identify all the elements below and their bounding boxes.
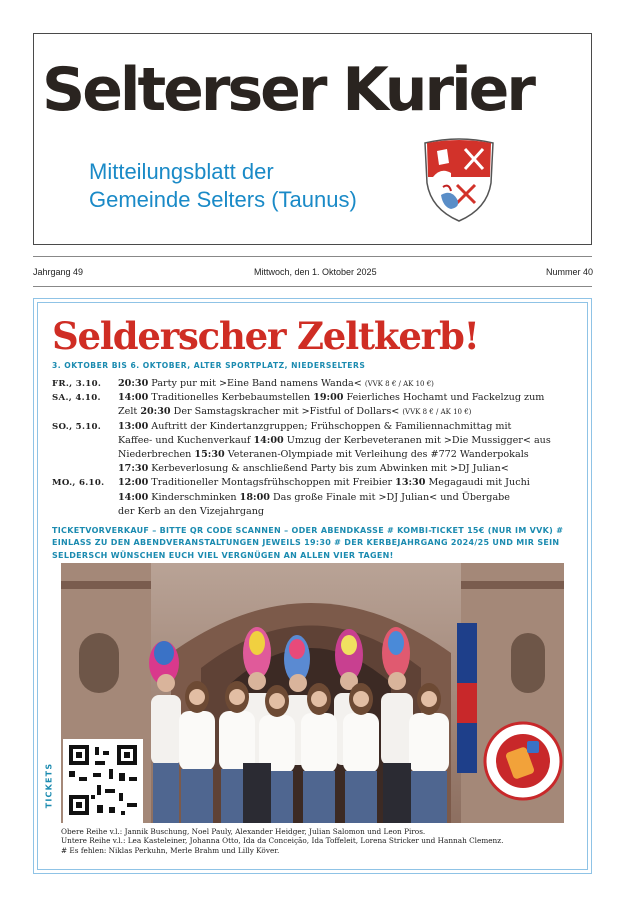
issue-number: Nummer 40 xyxy=(546,267,594,277)
schedule-text: Niederbrechen xyxy=(118,449,195,461)
group-photo xyxy=(61,563,564,823)
subtitle-line-1: Mitteilungsblatt der xyxy=(89,159,274,184)
event-schedule xyxy=(52,377,582,519)
schedule-text: Der Samstagskracher mit >Fistful of Dollars< xyxy=(170,406,403,418)
coat-of-arms-icon xyxy=(421,137,497,223)
schedule-text: Kinderschminken xyxy=(148,491,240,503)
tickets-label xyxy=(42,747,56,827)
schedule-day-3 xyxy=(52,420,582,477)
divider-top xyxy=(33,256,592,257)
schedule-line xyxy=(118,505,582,519)
caption-line-2: Untere Reihe v.l.: Lea Kasteleiner, Johanna Otto, Ida da Conceição, Ida Toffeleit, Lorena Stricker und Hannah Clemenz. xyxy=(61,836,504,846)
announcement-dateline: 3. OKTOBER BIS 6. OKTOBER, ALTER SPORTPLATZ, NIEDERSELTERS xyxy=(52,361,366,370)
newspaper-title: Selterser Kurier xyxy=(42,55,533,125)
schedule-time: 12:00 xyxy=(118,477,149,489)
schedule-line xyxy=(118,420,582,434)
schedule-line xyxy=(118,391,582,405)
schedule-time: 14:00 xyxy=(118,392,149,404)
schedule-line xyxy=(118,462,582,476)
schedule-text: der Kerb an den Vizejahrgang xyxy=(118,505,265,517)
schedule-day-label: MO., 6.10. xyxy=(52,478,105,489)
schedule-day-4 xyxy=(52,476,582,519)
schedule-line xyxy=(118,405,582,419)
schedule-time: 13:00 xyxy=(118,420,149,432)
schedule-day-label: FR., 3.10. xyxy=(52,379,102,389)
caption-line-1: Obere Reihe v.l.: Jannik Buschung, Noel Pauly, Alexander Heidger, Julian Salomon und Leon Piros. xyxy=(61,827,426,836)
schedule-time: 13:30 xyxy=(395,477,426,489)
announcement-box xyxy=(33,298,592,874)
issue-date: Mittwoch, den 1. Oktober 2025 xyxy=(254,267,377,277)
schedule-time: 17:30 xyxy=(118,463,149,475)
schedule-text: Das große Finale mit >DJ Julian< und Übergabe xyxy=(269,491,510,503)
schedule-text: Traditioneller Montagsfrühschoppen mit Freibier xyxy=(148,477,396,489)
tickets-label-text: TICKETS xyxy=(44,762,54,809)
schedule-line xyxy=(118,434,582,448)
announcement-headline: Selderscher Zeltkerb! xyxy=(52,314,479,358)
masthead xyxy=(33,33,592,245)
schedule-line xyxy=(118,491,582,505)
schedule-day-2 xyxy=(52,391,582,419)
schedule-text: Kerbeverlosung & anschließend Party bis zum Abwinken mit >DJ Julian< xyxy=(148,463,509,475)
schedule-text: Veteranen-Olympiade mit Verleihung des #772 Wanderpokals xyxy=(224,449,529,461)
schedule-line xyxy=(118,476,582,490)
group-photo-illustration xyxy=(61,563,564,823)
schedule-line xyxy=(118,377,582,391)
schedule-time: 15:30 xyxy=(194,449,225,461)
schedule-time: 14:00 xyxy=(118,491,149,503)
schedule-day-label: SA., 4.10. xyxy=(52,393,101,404)
schedule-text: (VVK 8 € / AK 10 €) xyxy=(364,380,434,388)
schedule-text: Umzug der Kerbeveteranen mit >Die Mussigger< aus xyxy=(283,434,551,446)
schedule-time: 20:30 xyxy=(140,406,171,418)
issue-volume: Jahrgang 49 xyxy=(33,267,84,277)
subtitle-line-2: Gemeinde Selters (Taunus) xyxy=(89,187,357,212)
schedule-time: 19:00 xyxy=(313,392,344,404)
ticket-info: TICKETVORVERKAUF – BITTE QR CODE SCANNEN – ODER ABENDKASSE # KOMBI-TICKET 15€ (NUR IM VVK) # EINLASS ZU DEN ABENDVERANSTALTUNGEN JEWEILS 19:30 # DER KERBEJAHRGANG 2024/25 UND MIR SEIN SELDERSCH WÜNSCHEN EUCH VIEL VERGNÜGEN AN ALLEN VIER TAGEN! xyxy=(52,526,564,560)
schedule-text: Zelt xyxy=(118,406,141,418)
schedule-time: 14:00 xyxy=(253,434,284,446)
schedule-time: 20:30 xyxy=(118,378,149,389)
caption-line-3: # Es fehlen: Niklas Perkuhn, Merle Brahm und Lilly Köver. xyxy=(61,845,280,855)
schedule-line xyxy=(118,448,582,462)
schedule-text: Party pur mit >Eine Band namens Wanda< xyxy=(148,378,365,389)
divider-bottom xyxy=(33,286,592,287)
schedule-text: Kaffee- und Kuchenverkauf xyxy=(118,434,254,446)
schedule-text: Auftritt der Kindertanzgruppen; Frühschoppen & Familiennachmittag mit xyxy=(148,420,512,432)
schedule-text: Megagaudi mit Juchi xyxy=(425,477,530,489)
schedule-day-label: SO., 5.10. xyxy=(52,421,102,432)
schedule-time: 18:00 xyxy=(239,491,270,503)
schedule-text: Feierliches Hochamt und Fackelzug zum xyxy=(343,392,545,404)
schedule-text: Traditionelles Kerbebaumstellen xyxy=(148,392,314,404)
schedule-day-1 xyxy=(52,377,582,391)
schedule-text: (VVK 8 € / AK 10 €) xyxy=(402,408,472,417)
newspaper-subtitle xyxy=(89,158,357,214)
photo-caption xyxy=(61,827,571,855)
